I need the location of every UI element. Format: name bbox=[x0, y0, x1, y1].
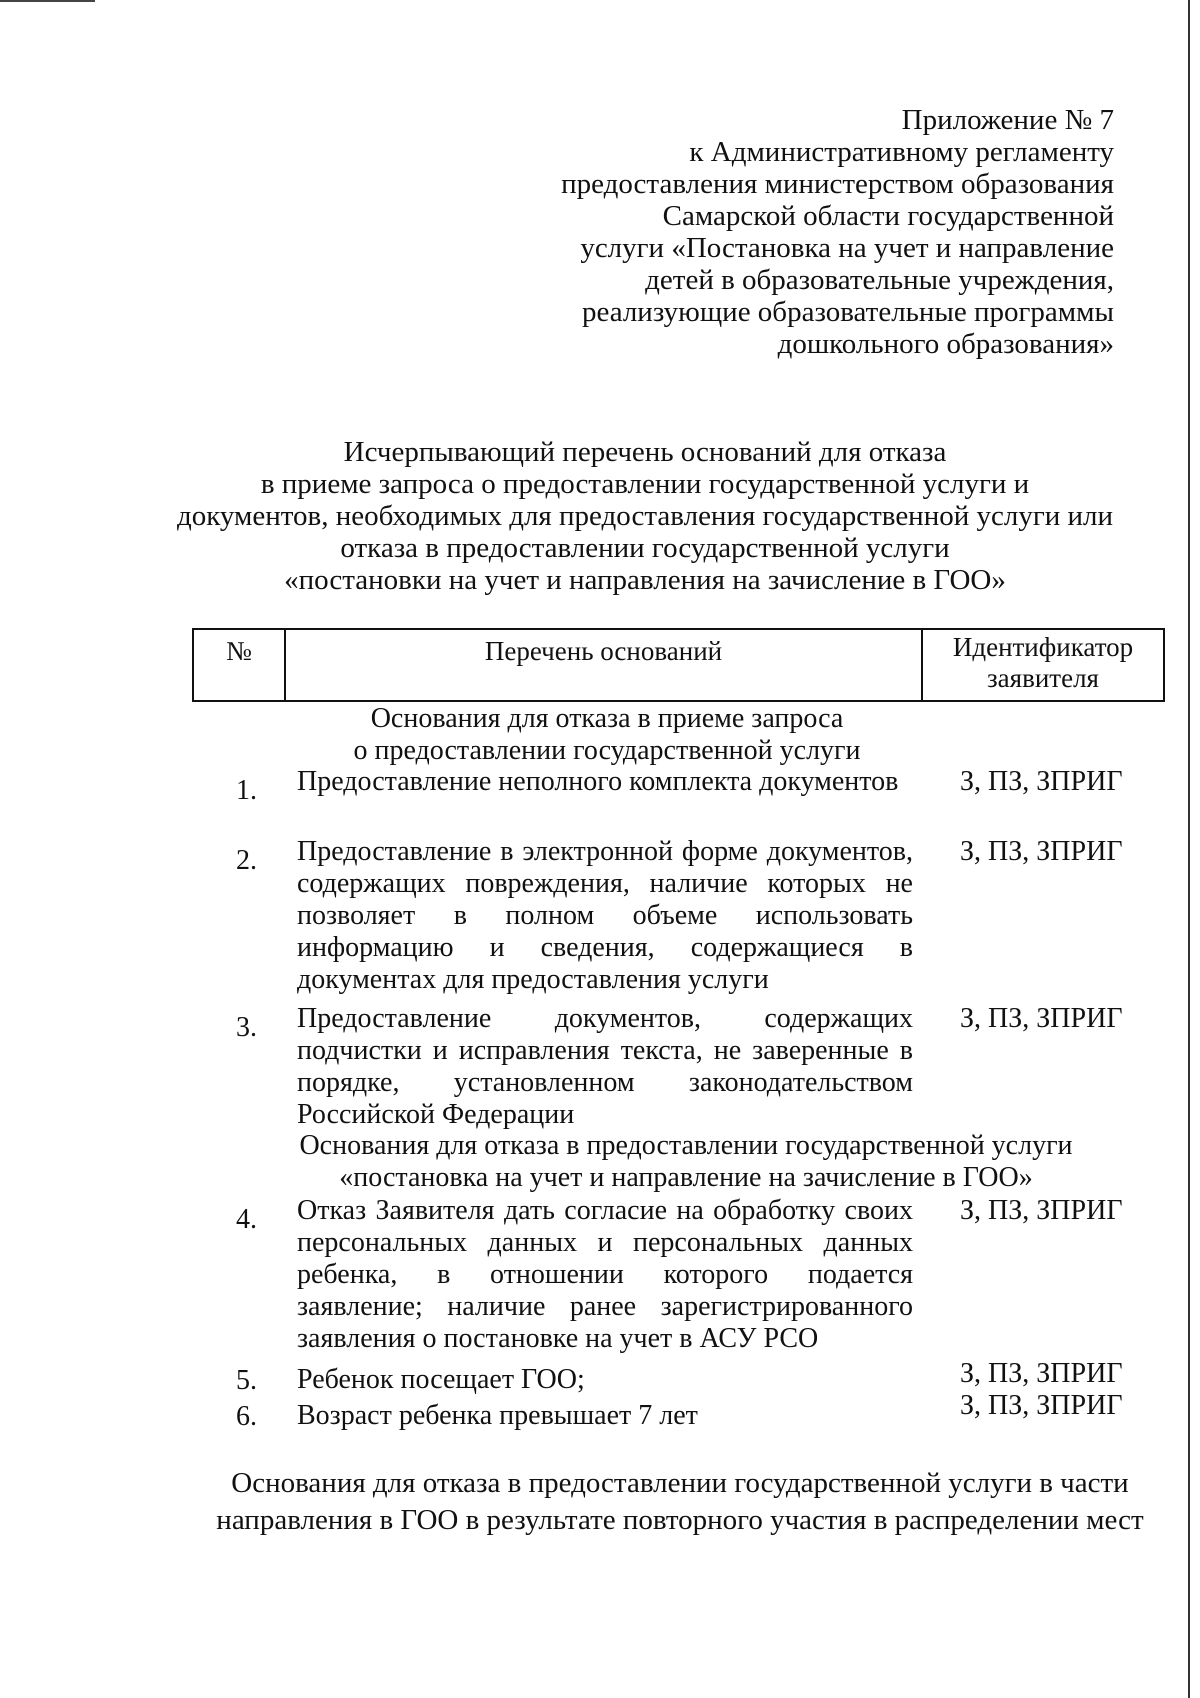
row-number: 1. bbox=[236, 775, 257, 806]
section-heading-service-refusal bbox=[290, 1130, 1082, 1194]
row-reason: Предоставление неполного комплекта документов bbox=[297, 766, 899, 797]
section-heading-line: Основания для отказа в приеме запроса bbox=[370, 703, 844, 734]
appendix-line: Самарской области государственной bbox=[662, 200, 1114, 232]
scan-top-edge-line bbox=[0, 0, 95, 2]
row-applicant-id: З, ПЗ, ЗПРИГ bbox=[960, 1195, 1123, 1226]
section-heading-request-refusal bbox=[292, 703, 922, 767]
row-applicant-id: З, ПЗ, ЗПРИГ bbox=[960, 1358, 1123, 1389]
row-reason: Ребенок посещает ГОО; bbox=[297, 1364, 585, 1395]
appendix-line: реализующие образовательные программы bbox=[581, 296, 1114, 328]
appendix-line: детей в образовательные учреждения, bbox=[645, 264, 1114, 296]
header-applicant-id bbox=[923, 630, 1163, 700]
row-number: 2. bbox=[236, 845, 257, 876]
row-number: 5. bbox=[236, 1365, 257, 1396]
header-reasons-list: Перечень оснований bbox=[286, 630, 923, 700]
header-number: № bbox=[194, 630, 286, 700]
title-line: «постановки на учет и направления на зачисление в ГОО» bbox=[284, 564, 1006, 596]
row-applicant-id: З, ПЗ, ЗПРИГ bbox=[960, 1390, 1123, 1421]
footer-line: направления в ГОО в результате повторного участия в распределении мест bbox=[216, 1504, 1144, 1536]
section-heading-line: «постановка на учет и направление на зачисление в ГОО» bbox=[339, 1162, 1033, 1193]
appendix-line: Приложение № 7 bbox=[901, 104, 1114, 136]
appendix-line: к Административному регламенту bbox=[689, 136, 1114, 168]
row-number: 3. bbox=[236, 1012, 257, 1043]
scan-right-edge-line bbox=[1188, 0, 1190, 1698]
title-line: Исчерпывающий перечень оснований для отказа bbox=[343, 436, 947, 468]
appendix-header bbox=[561, 104, 1114, 360]
section-heading-line: Основания для отказа в предоставлении государственной услуги bbox=[299, 1130, 1073, 1161]
section-heading-line: о предоставлении государственной услуги bbox=[353, 735, 861, 766]
table-header bbox=[192, 628, 1165, 702]
section-heading-repeat-distribution bbox=[200, 1465, 1160, 1539]
footer-line: Основания для отказа в предоставлении государственной услуги в части bbox=[231, 1467, 1129, 1499]
title-line: в приеме запроса о предоставлении государственной услуги и bbox=[260, 468, 1030, 500]
header-applicant-id-line: Идентификатор bbox=[952, 632, 1134, 662]
row-applicant-id: З, ПЗ, ЗПРИГ bbox=[960, 766, 1123, 797]
row-number: 6. bbox=[236, 1401, 257, 1432]
row-reason: Отказ Заявителя дать согласие на обработку своих персональных данных и персональных данных ребенка, в отношении которого подается заявление; наличие ранее зарегистрированного заявления о постановке на учет в АСУ РСО bbox=[297, 1195, 913, 1354]
row-reason: Предоставление в электронной форме документов, содержащих повреждения, наличие которых не позволяет в полном объеме использовать информацию и сведения, содержащиеся в документах для предоставления услуги bbox=[297, 836, 913, 995]
row-reason: Предоставление документов, содержащих подчистки и исправления текста, не заверенные в порядке, установленном законодательством Российской Федерации bbox=[297, 1003, 913, 1130]
title-line: отказа в предоставлении государственной услуги bbox=[340, 532, 950, 564]
title-line: документов, необходимых для предоставления государственной услуги или bbox=[176, 500, 1114, 532]
appendix-line: предоставления министерством образования bbox=[561, 168, 1114, 200]
appendix-line: услуги «Постановка на учет и направление bbox=[580, 232, 1114, 264]
appendix-line: дошкольного образования» bbox=[777, 328, 1114, 360]
row-reason: Возраст ребенка превышает 7 лет bbox=[297, 1400, 698, 1431]
row-applicant-id: З, ПЗ, ЗПРИГ bbox=[960, 836, 1123, 867]
document-title bbox=[150, 436, 1140, 596]
row-applicant-id: З, ПЗ, ЗПРИГ bbox=[960, 1003, 1123, 1034]
header-applicant-id-line: заявителя bbox=[987, 663, 1099, 693]
row-number: 4. bbox=[236, 1204, 257, 1235]
